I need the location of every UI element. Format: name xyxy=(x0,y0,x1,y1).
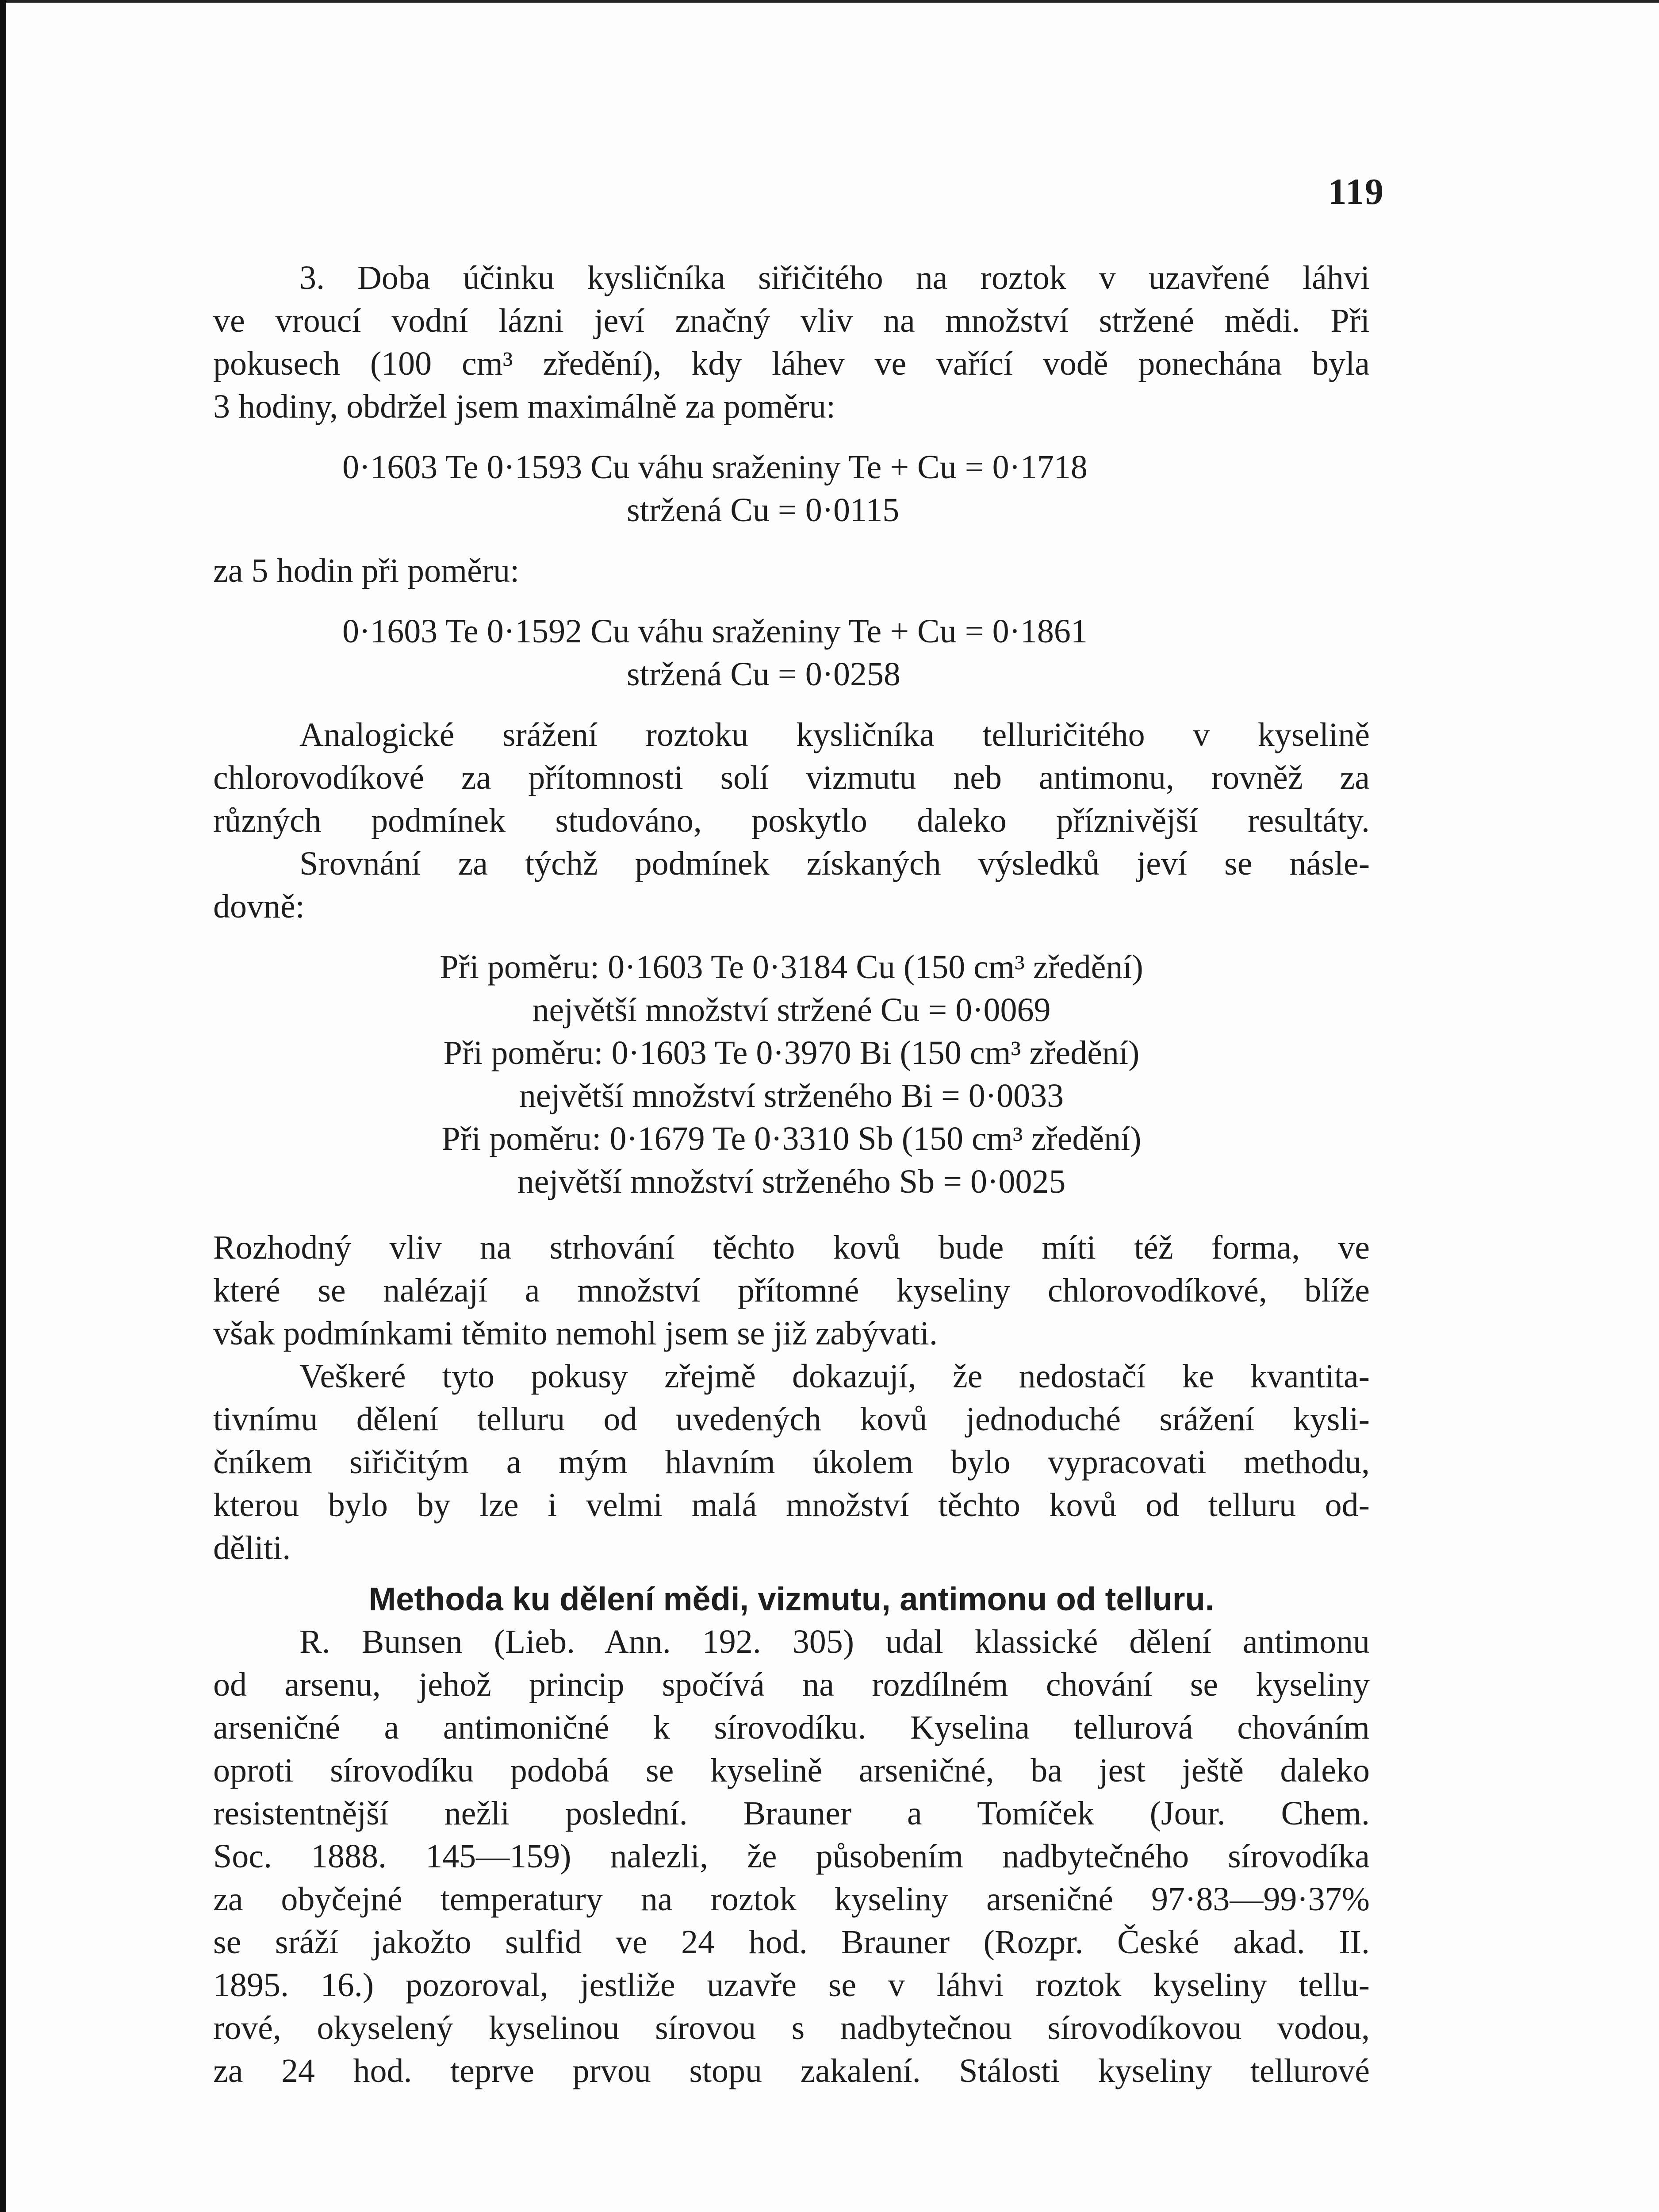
paragraph-line: však podmínkami těmito nemohl jsem se již zabývati. xyxy=(213,1315,938,1352)
paragraph-line: za 5 hodin při poměru: xyxy=(213,552,520,589)
paragraph-line: pokusech (100 cm³ zředění), kdy láhev ve vařící vodě ponechána byla xyxy=(213,345,1370,382)
paragraph-line: kterou bylo by lze i velmi malá množství těchto kovů od telluru od- xyxy=(213,1486,1370,1524)
paragraph-line: tivnímu dělení telluru od uvedených kovů jednoduché srážení kysli- xyxy=(213,1401,1370,1438)
paragraph-line: 1895. 16.) pozoroval, jestliže uzavře se v láhvi roztok kyseliny tellu- xyxy=(213,1966,1370,2004)
equation-line: 0·1603 Te 0·1592 Cu váhu sraženiny Te + Cu = 0·1861 xyxy=(342,613,1088,650)
paragraph-line: rové, okyselený kyselinou sírovou s nadbytečnou sírovodíkovou vodou, xyxy=(213,2009,1370,2047)
paragraph-line: různých podmínek studováno, poskytlo daleko příznivější resultáty. xyxy=(213,802,1370,839)
paragraph-line: chlorovodíkové za přítomnosti solí vizmutu neb antimonu, rovněž za xyxy=(213,759,1370,796)
scan-border-top xyxy=(0,0,1659,3)
paragraph-line: R. Bunsen (Lieb. Ann. 192. 305) udal klassické dělení antimonu xyxy=(299,1623,1370,1660)
page-number: 119 xyxy=(1328,171,1384,212)
paragraph-line: oproti sírovodíku podobá se kyselině arseničné, ba jest ještě daleko xyxy=(213,1752,1370,1789)
comparison-line: největší množství strženého Bi = 0·0033 xyxy=(519,1077,1064,1114)
paragraph-line: Soc. 1888. 145—159) nalezli, že působením nadbytečného sírovodíka xyxy=(213,1838,1370,1875)
paragraph-line: děliti. xyxy=(213,1529,291,1567)
paragraph-line: dovně: xyxy=(213,888,305,925)
comparison-line: Při poměru: 0·1679 Te 0·3310 Sb (150 cm³ zředění) xyxy=(441,1120,1142,1157)
equation-line: stržená Cu = 0·0258 xyxy=(627,656,901,693)
paragraph-line: resistentnější nežli poslední. Brauner a Tomíček (Jour. Chem. xyxy=(213,1795,1370,1832)
scan-border-left xyxy=(0,0,6,2212)
paragraph-line: Veškeré tyto pokusy zřejmě dokazují, že nedostačí ke kvantita- xyxy=(299,1358,1370,1395)
paragraph-line: ve vroucí vodní lázni jeví značný vliv na množství stržené mědi. Při xyxy=(213,302,1370,339)
paragraph-line: které se nalézají a množství přítomné kyseliny chlorovodíkové, blíže xyxy=(213,1272,1370,1309)
comparison-line: Při poměru: 0·1603 Te 0·3970 Bi (150 cm³ zředění) xyxy=(443,1034,1140,1071)
comparison-line: největší množství strženého Sb = 0·0025 xyxy=(517,1163,1066,1200)
paragraph-line: od arsenu, jehož princip spočívá na rozdílném chování se kyseliny xyxy=(213,1666,1370,1703)
paragraph-line: 3 hodiny, obdržel jsem maximálně za poměru: xyxy=(213,388,836,425)
page-body xyxy=(213,257,1370,2093)
paragraph-line: se sráží jakožto sulfid ve 24 hod. Brauner (Rozpr. České akad. II. xyxy=(213,1924,1370,1961)
paragraph-line: Analogické srážení roztoku kysličníka telluričitého v kyselině xyxy=(299,716,1370,753)
comparison-line: největší množství stržené Cu = 0·0069 xyxy=(532,991,1051,1029)
paragraph-line: Rozhodný vliv na strhování těchto kovů bude míti též forma, ve xyxy=(213,1229,1370,1266)
paragraph-line: 3. Doba účinku kysličníka siřičitého na roztok v uzavřené láhvi xyxy=(299,259,1370,296)
section-heading: Methoda ku dělení mědi, vizmutu, antimonu od telluru. xyxy=(368,1581,1215,1617)
equation-line: 0·1603 Te 0·1593 Cu váhu sraženiny Te + Cu = 0·1718 xyxy=(342,449,1088,486)
paragraph-line: za obyčejné temperatury na roztok kyseliny arseničné 97·83—99·37% xyxy=(213,1881,1370,1918)
paragraph-line: za 24 hod. teprve prvou stopu zakalení. Stálosti kyseliny tellurové xyxy=(213,2052,1370,2089)
paragraph-line: Srovnání za týchž podmínek získaných výsledků jeví se násle- xyxy=(299,845,1370,882)
paragraph-line: arseničné a antimoničné k sírovodíku. Kyselina tellurová chováním xyxy=(213,1709,1370,1746)
paragraph-line: čníkem siřičitým a mým hlavním úkolem bylo vypracovati methodu, xyxy=(213,1444,1370,1481)
comparison-line: Při poměru: 0·1603 Te 0·3184 Cu (150 cm³ zředění) xyxy=(440,949,1143,986)
equation-line: stržená Cu = 0·0115 xyxy=(627,492,900,529)
